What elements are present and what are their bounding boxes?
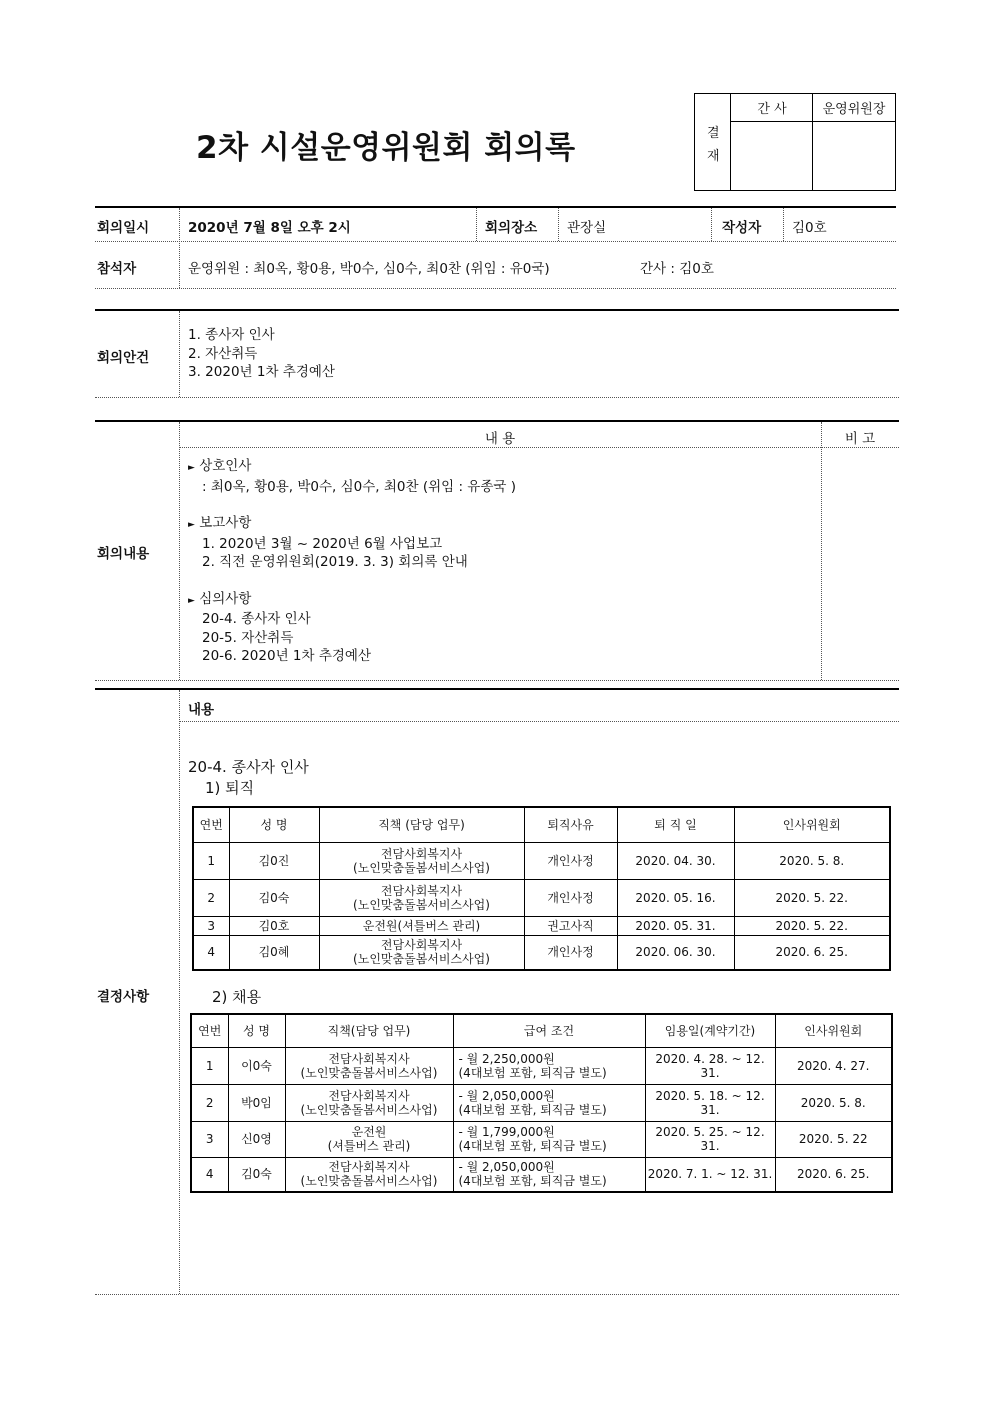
review-item: 20-6. 2020년 1차 추경예산	[202, 648, 371, 664]
col-header: 직책(담당 업무)	[285, 1014, 453, 1047]
review-item: 20-4. 종사자 인사	[202, 611, 311, 627]
agenda-item: 2. 자산취득	[188, 345, 258, 362]
approval-label-bottom: 재	[707, 149, 720, 164]
col-header: 퇴 직 일	[617, 807, 734, 842]
row-committee: 2020. 6. 25.	[734, 935, 890, 970]
row-pay	[453, 1084, 645, 1121]
row-period: 2020. 5. 25. ~ 12. 31.	[645, 1121, 775, 1157]
review-item: 20-5. 자산취득	[202, 629, 294, 646]
bullet-icon: ►	[188, 520, 195, 530]
table-row	[193, 935, 890, 970]
row-committee: 2020. 5. 8.	[775, 1084, 892, 1121]
table-header-row	[191, 1014, 892, 1047]
greet-title: 상호인사	[199, 458, 252, 474]
approval-secretary-header: 간 사	[757, 102, 787, 117]
col-header: 인사위원회	[775, 1014, 892, 1047]
table-row	[191, 1121, 892, 1157]
role-line: (셔틀버스 관리)	[327, 1139, 411, 1153]
row-pay	[453, 1157, 645, 1192]
row-no: 4	[191, 1157, 228, 1192]
table-row	[191, 1084, 892, 1121]
pay-line: - 월 2,050,000원	[458, 1160, 555, 1175]
col-header: 급여 조건	[453, 1014, 645, 1047]
col-header: 직책 (담당 업무)	[319, 807, 524, 842]
row-role	[285, 1157, 453, 1192]
content-body	[188, 457, 516, 666]
row-role	[319, 842, 524, 879]
bullet-icon: ►	[188, 595, 195, 606]
role-line: (노인맞춤돌봄서비스사업)	[353, 897, 490, 912]
row-name: 김0진	[229, 842, 319, 879]
content-label: 회의내용	[97, 546, 150, 562]
date-value: 2020년 7월 8일 오후 2시	[188, 220, 351, 236]
row-committee: 2020. 5. 22.	[734, 879, 890, 916]
col-header: 연번	[193, 807, 229, 842]
pay-line: (4대보험 포함, 퇴직금 별도)	[458, 1139, 607, 1153]
table-row	[193, 842, 890, 879]
approval-chair-header: 운영위원장	[822, 102, 886, 117]
writer-value: 김0호	[792, 220, 827, 236]
decision-section-title: 20-4. 종사자 인사	[188, 758, 309, 776]
row-period: 2020. 4. 28. ~ 12. 31.	[645, 1047, 775, 1084]
row-date: 2020. 05. 16.	[617, 879, 734, 916]
table-header-row	[193, 807, 890, 842]
row-reason: 개인사정	[524, 935, 617, 970]
writer-label: 작성자	[722, 220, 762, 236]
col-header: 인사위원회	[734, 807, 890, 842]
row-name: 김0호	[229, 916, 319, 935]
row-name: 김0혜	[229, 935, 319, 970]
role-line: 전담사회복지사	[380, 846, 463, 861]
table-row	[193, 879, 890, 916]
row-role	[285, 1121, 453, 1157]
row-role: 운전원(셔틀버스 관리)	[319, 916, 524, 935]
pay-line: - 월 1,799,000원	[458, 1125, 555, 1139]
agenda-list	[188, 326, 335, 382]
col-header: 성 명	[229, 807, 319, 842]
approval-label-cell	[695, 94, 731, 190]
row-role	[319, 879, 524, 916]
row-no: 3	[191, 1121, 228, 1157]
place-value: 관장실	[567, 220, 607, 236]
row-name: 이0숙	[228, 1047, 285, 1084]
row-name: 신0영	[228, 1121, 285, 1157]
col-header: 퇴직사유	[524, 807, 617, 842]
col-header: 연번	[191, 1014, 228, 1047]
row-name: 김0숙	[229, 879, 319, 916]
role-line: (노인맞춤돌봄서비스사업)	[300, 1174, 438, 1189]
row-reason: 권고사직	[524, 916, 617, 935]
role-line: 운전원	[351, 1125, 387, 1139]
row-date: 2020. 05. 31.	[617, 916, 734, 935]
role-line: 전담사회복지사	[328, 1160, 410, 1175]
retire-title: 1) 퇴직	[205, 779, 255, 797]
content-header: 내 용	[484, 431, 516, 447]
bullet-icon: ►	[188, 463, 195, 473]
agenda-item: 1. 종사자 인사	[188, 327, 275, 343]
attendees-value: 운영위원 : 최0옥, 황0용, 박0수, 심0수, 최0찬 (위임 : 유0국)	[188, 261, 550, 277]
place-label: 회의장소	[485, 220, 538, 236]
approval-label-top: 결	[707, 126, 720, 141]
row-committee: 2020. 4. 27.	[775, 1047, 892, 1084]
role-line: 전담사회복지사	[380, 938, 463, 953]
table-row	[191, 1047, 892, 1084]
role-line: (노인맞춤돌봄서비스사업)	[353, 860, 490, 875]
row-reason: 개인사정	[524, 842, 617, 879]
row-no: 3	[193, 916, 229, 935]
row-date: 2020. 04. 30.	[617, 842, 734, 879]
row-name: 김0숙	[228, 1157, 285, 1192]
hire-table	[190, 1013, 893, 1193]
pay-line: (4대보험 포함, 퇴직금 별도)	[458, 1102, 607, 1117]
row-reason: 개인사정	[524, 879, 617, 916]
table-row	[193, 916, 890, 935]
row-date: 2020. 06. 30.	[617, 935, 734, 970]
date-label: 회의일시	[97, 220, 150, 236]
row-period: 2020. 7. 1. ~ 12. 31.	[645, 1157, 775, 1192]
document-title: 2차 시설운영위원회 회의록	[196, 130, 576, 166]
role-line: 전담사회복지사	[380, 883, 463, 898]
approval-box	[694, 93, 896, 191]
attendees-label: 참석자	[97, 261, 137, 277]
hire-title: 2) 채용	[212, 988, 262, 1006]
pay-line: - 월 2,250,000원	[458, 1051, 555, 1066]
report-item: 2. 직전 운영위원회(2019. 3. 3) 회의록 안내	[202, 554, 468, 570]
row-name: 박0임	[228, 1084, 285, 1121]
row-role	[285, 1047, 453, 1084]
row-no: 2	[193, 879, 229, 916]
row-pay	[453, 1121, 645, 1157]
greet-detail: : 최0옥, 황0용, 박0수, 심0수, 최0찬 (위임 : 유종국 )	[202, 478, 516, 495]
decision-label: 결정사항	[97, 989, 150, 1005]
role-line: (노인맞춤돌봄서비스사업)	[300, 1102, 438, 1117]
col-header: 성 명	[228, 1014, 285, 1047]
retire-table	[192, 806, 891, 971]
role-line: (노인맞춤돌봄서비스사업)	[300, 1065, 438, 1080]
row-committee: 2020. 6. 25.	[775, 1157, 892, 1192]
decision-header: 내용	[188, 702, 215, 718]
row-role	[285, 1084, 453, 1121]
note-header: 비 고	[844, 431, 876, 447]
row-no: 2	[191, 1084, 228, 1121]
row-period: 2020. 5. 18. ~ 12. 31.	[645, 1084, 775, 1121]
role-line: 전담사회복지사	[328, 1051, 410, 1066]
col-header: 임용일(계약기간)	[645, 1014, 775, 1047]
role-line: 전담사회복지사	[328, 1088, 410, 1103]
report-item: 1. 2020년 3월 ~ 2020년 6월 사업보고	[202, 535, 443, 552]
row-committee: 2020. 5. 22	[775, 1121, 892, 1157]
row-committee: 2020. 5. 8.	[734, 842, 890, 879]
agenda-item: 3. 2020년 1차 추경예산	[188, 364, 335, 380]
row-no: 1	[191, 1047, 228, 1084]
agenda-label: 회의안건	[97, 350, 150, 366]
secretary-value: 간사 : 김0호	[640, 261, 714, 277]
role-line: (노인맞춤돌봄서비스사업)	[353, 952, 490, 967]
row-committee: 2020. 5. 22.	[734, 916, 890, 935]
row-role	[319, 935, 524, 970]
report-title: 보고사항	[199, 515, 252, 531]
row-pay	[453, 1047, 645, 1084]
pay-line: (4대보험 포함, 퇴직금 별도)	[458, 1065, 607, 1080]
review-title: 심의사항	[199, 590, 252, 607]
row-no: 4	[193, 935, 229, 970]
row-no: 1	[193, 842, 229, 879]
pay-line: (4대보험 포함, 퇴직금 별도)	[458, 1174, 607, 1189]
table-row	[191, 1157, 892, 1192]
pay-line: - 월 2,050,000원	[458, 1088, 555, 1103]
